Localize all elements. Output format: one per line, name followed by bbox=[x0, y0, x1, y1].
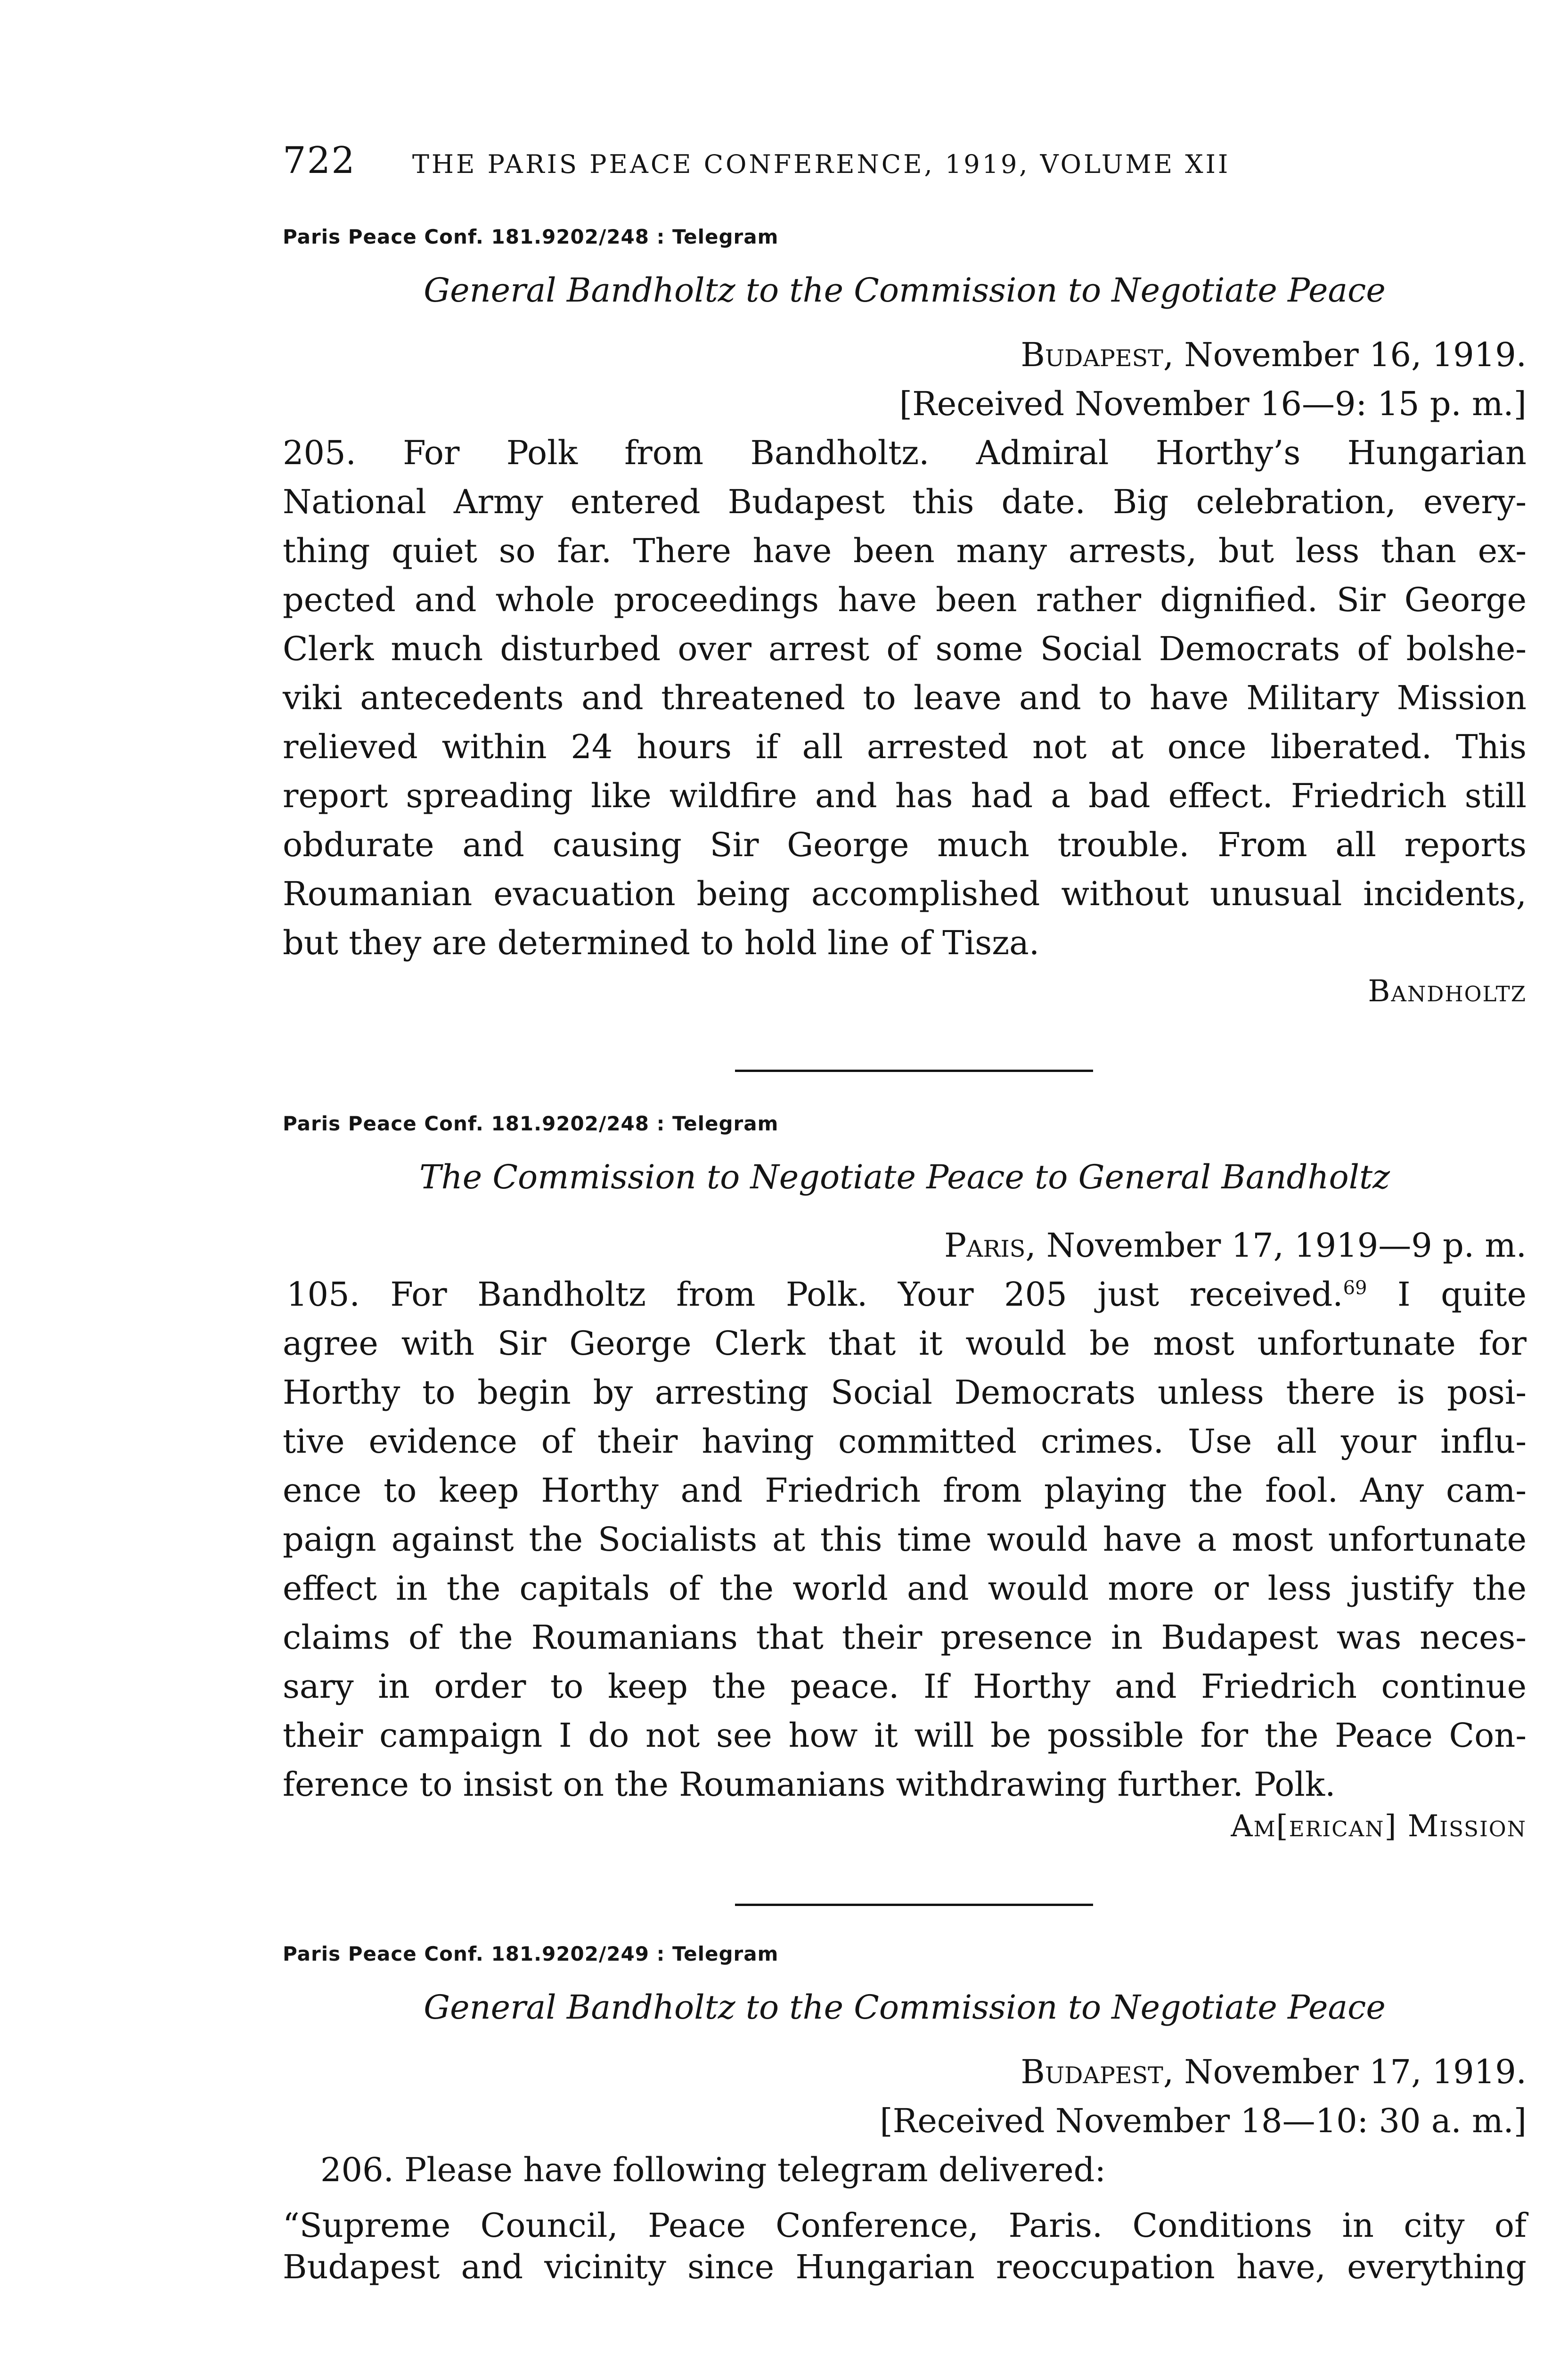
section-title: The Commission to Negotiate Peace to General Bandholtz bbox=[419, 1158, 1390, 1196]
telegram-section-3 bbox=[283, 1942, 1527, 2291]
body-line: National Army entered Budapest this date. Big celebration, every- bbox=[283, 483, 1527, 521]
body-line bbox=[283, 1270, 1527, 1319]
body-line: their campaign I do not see how it will be possible for the Peace Con- bbox=[283, 1716, 1527, 1755]
dateline-place: Paris bbox=[944, 1226, 1026, 1265]
telegram-section-2 bbox=[283, 1112, 1527, 1844]
dateline-place: Budapest bbox=[1021, 2053, 1163, 2091]
body-line: Clerk much disturbed over arrest of some Social Democrats of bolshe- bbox=[283, 630, 1527, 668]
source-citation: Paris Peace Conf. 181.9202/248 : Telegram bbox=[283, 1112, 779, 1135]
telegram-body bbox=[283, 2145, 1527, 2291]
source-citation: Paris Peace Conf. 181.9202/248 : Telegram bbox=[283, 225, 779, 248]
body-line: relieved within 24 hours if all arrested not at once liberated. This bbox=[283, 728, 1527, 766]
body-line: pected and whole proceedings have been rather dignified. Sir George bbox=[283, 581, 1527, 619]
body-line: sary in order to keep the peace. If Horthy and Friedrich continue bbox=[283, 1667, 1527, 1706]
dateline bbox=[283, 330, 1527, 379]
body-line: agree with Sir George Clerk that it would be most unfortunate for bbox=[283, 1324, 1527, 1363]
body-line: thing quiet so far. There have been many arrests, but less than ex- bbox=[283, 532, 1527, 570]
body-line: claims of the Roumanians that their presence in Budapest was neces- bbox=[283, 1618, 1527, 1657]
running-title: THE PARIS PEACE CONFERENCE, 1919, VOLUME XII bbox=[412, 149, 1231, 179]
dateline-date: , November 16, 1919. bbox=[1163, 335, 1527, 374]
page-number: 722 bbox=[283, 139, 356, 182]
section-divider bbox=[735, 1904, 1093, 1906]
section-divider bbox=[735, 1070, 1093, 1072]
body-line: Horthy to begin by arresting Social Democrats unless there is posi- bbox=[283, 1373, 1527, 1412]
running-header bbox=[283, 139, 1527, 182]
body-line: 206. Please have following telegram delivered: bbox=[320, 2151, 1106, 2189]
source-citation: Paris Peace Conf. 181.9202/249 : Telegram bbox=[283, 1942, 779, 1965]
footnote-reference: 69 bbox=[1343, 1277, 1367, 1299]
body-line: report spreading like wildfire and has had a bad effect. Friedrich still bbox=[283, 777, 1527, 815]
body-line: viki antecedents and threatened to leave and to have Military Mission bbox=[283, 679, 1527, 717]
dateline-date: , November 17, 1919—9 p. m. bbox=[1025, 1226, 1527, 1265]
dateline bbox=[283, 2047, 1527, 2096]
body-line-tail: I quite bbox=[1367, 1275, 1527, 1314]
signature: Am[erican] Mission bbox=[1231, 1809, 1527, 1844]
body-line: ference to insist on the Roumanians withdrawing further. Polk. bbox=[283, 1765, 1336, 1804]
telegram-body bbox=[283, 428, 1527, 967]
dateline-place: Budapest bbox=[1021, 335, 1163, 374]
telegram-body bbox=[283, 1270, 1527, 1809]
received-note: [Received November 16—9: 15 p. m.] bbox=[899, 384, 1527, 423]
section-title: General Bandholtz to the Commission to Negotiate Peace bbox=[424, 271, 1386, 310]
body-line: paign against the Socialists at this time would have a most unfortunate bbox=[283, 1520, 1527, 1559]
body-line: Roumanian evacuation being accomplished without unusual incidents, bbox=[283, 875, 1527, 913]
dateline bbox=[283, 1221, 1527, 1270]
section-title: General Bandholtz to the Commission to Negotiate Peace bbox=[424, 1988, 1386, 2027]
body-line: “Supreme Council, Peace Conference, Paris. Conditions in city of bbox=[283, 2206, 1527, 2245]
body-line: tive evidence of their having committed crimes. Use all your influ- bbox=[283, 1422, 1527, 1461]
body-line-text: 105. For Bandholtz from Polk. Your 205 just received. bbox=[286, 1275, 1343, 1314]
body-line: effect in the capitals of the world and would more or less justify the bbox=[283, 1569, 1527, 1608]
signature: Bandholtz bbox=[1368, 974, 1527, 1009]
body-line: obdurate and causing Sir George much trouble. From all reports bbox=[283, 826, 1527, 864]
body-line: Budapest and vicinity since Hungarian reoccupation have, everything bbox=[283, 2248, 1527, 2286]
dateline-date: , November 17, 1919. bbox=[1163, 2053, 1527, 2091]
telegram-section-1 bbox=[283, 225, 1527, 1009]
body-line: 205. For Polk from Bandholtz. Admiral Horthy’s Hungarian bbox=[283, 434, 1527, 472]
body-line: ence to keep Horthy and Friedrich from playing the fool. Any cam- bbox=[283, 1471, 1527, 1510]
body-line: but they are determined to hold line of Tisza. bbox=[283, 924, 1040, 962]
received-note: [Received November 18—10: 30 a. m.] bbox=[880, 2102, 1527, 2140]
